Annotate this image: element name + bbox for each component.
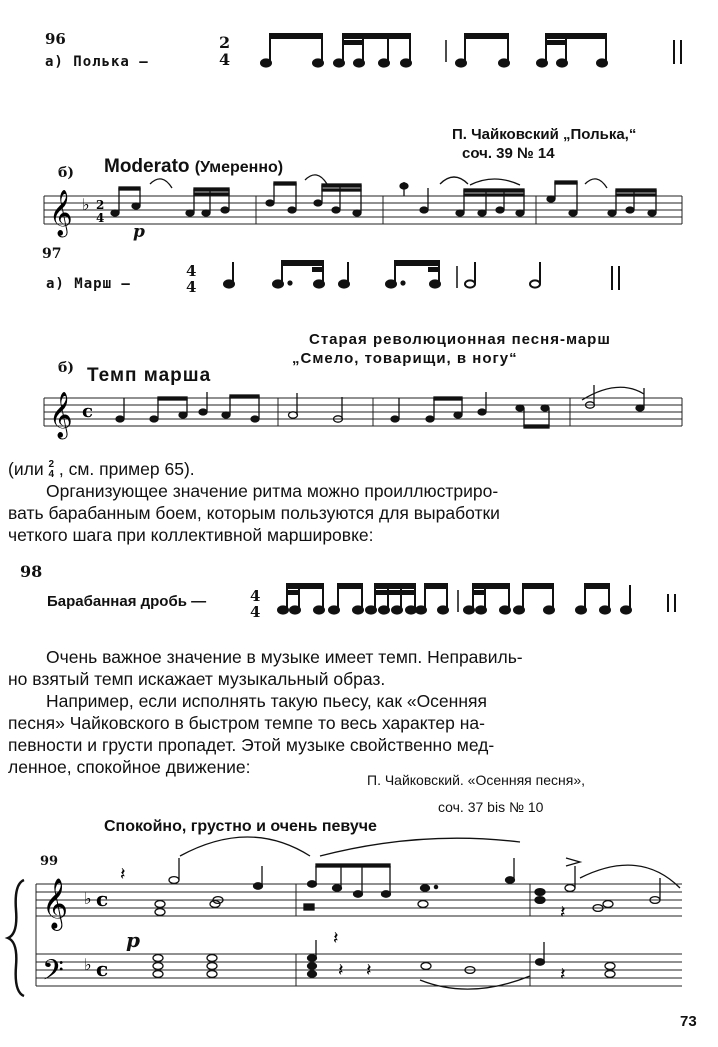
svg-text:c: c: [96, 957, 109, 981]
example-99-dynamic: p: [126, 928, 140, 952]
svg-text:𝄽: 𝄽: [338, 960, 344, 981]
inline-time-signature: 2 4: [48, 459, 55, 481]
paragraph-3-line-3: певности и грусти пропадет. Этой музыке свойственно мед-: [8, 735, 495, 755]
example-99-source: П. Чайковский. «Осенняя песня»,: [367, 772, 586, 788]
example-97b-tempo: Темп марша: [87, 365, 212, 386]
svg-text:𝄽: 𝄽: [333, 928, 339, 949]
svg-text:𝄞: 𝄞: [49, 392, 73, 438]
svg-text:𝄽: 𝄽: [560, 902, 566, 923]
example-96b-label: б): [58, 165, 74, 181]
paragraph-1-line-2: Организующее значение ритма можно проиллюстриро-: [46, 481, 499, 501]
example-97-number: 97: [42, 246, 62, 262]
svg-text:♭: ♭: [84, 955, 92, 974]
page-number: 73: [680, 1013, 697, 1030]
svg-text:♭: ♭: [84, 889, 92, 908]
example-98-number: 98: [20, 562, 43, 581]
common-time-icon: c: [82, 401, 93, 422]
example-98-time-signature: 4 4: [250, 587, 261, 621]
example-97a-time-signature: 4 4: [186, 262, 197, 296]
example-96a-time-signature: 2 4: [219, 33, 231, 69]
example-97a-label: а) Марш –: [46, 276, 131, 292]
example-96-number: 96: [45, 30, 66, 48]
example-96-source-opus: соч. 39 № 14: [462, 145, 555, 162]
example-96-source: П. Чайковский „Полька,“: [452, 126, 637, 143]
svg-text:c: c: [96, 887, 109, 911]
paragraph-3-line-2: песня» Чайковского в быстром темпе то весь характер на-: [8, 713, 485, 733]
example-99-source-opus: соч. 37 bis № 10: [438, 799, 544, 815]
time-signature: 2: [96, 198, 105, 212]
example-96b-tempo: Moderato (Умеренно): [104, 156, 284, 177]
treble-clef-icon: 𝄞: [49, 190, 73, 236]
svg-text:𝄽: 𝄽: [366, 960, 372, 981]
example-97-source-line2: „Смело, товарищи, в ногу“: [292, 350, 518, 367]
svg-text:𝄽: 𝄽: [120, 864, 126, 885]
paragraph-3-line-1: Например, если исполнять такую пьесу, как «Осенняя: [46, 691, 487, 711]
example-98-label: Барабанная дробь —: [47, 593, 207, 610]
paragraph-1-line-4: четкого шага при коллективной маршировке:: [8, 525, 374, 545]
svg-text:𝄽: 𝄽: [560, 964, 566, 985]
paragraph-2-line-2: но взятый темп искажает музыкальный образ.: [8, 669, 386, 689]
paragraph-3-line-4: ленное, спокойное движение:: [8, 757, 251, 777]
svg-text:4: 4: [96, 211, 105, 225]
example-97b-label: б): [58, 360, 74, 376]
svg-text:𝄞: 𝄞: [42, 878, 69, 929]
example-96b-dynamic: p: [133, 222, 145, 242]
example-99-number: 99: [40, 854, 59, 869]
example-96a-label: а) Полька –: [45, 54, 149, 70]
example-99-tempo: Спокойно, грустно и очень певуче: [104, 818, 377, 835]
example-97-source-line1: Старая революционная песня-марш: [309, 331, 611, 348]
music-notes: [153, 837, 680, 989]
paragraph-1-line-3: вать барабанным боем, которым пользуются для выработки: [8, 503, 500, 523]
paragraph-2-line-1: Очень важное значение в музыке имеет темп. Неправиль-: [46, 647, 523, 667]
paragraph-1-line-1: (или 2 4 , см. пример 65).: [8, 459, 195, 481]
flat-icon: ♭: [82, 195, 90, 214]
brace-icon: [8, 880, 24, 996]
bass-clef-icon: 𝄢: [42, 954, 64, 994]
